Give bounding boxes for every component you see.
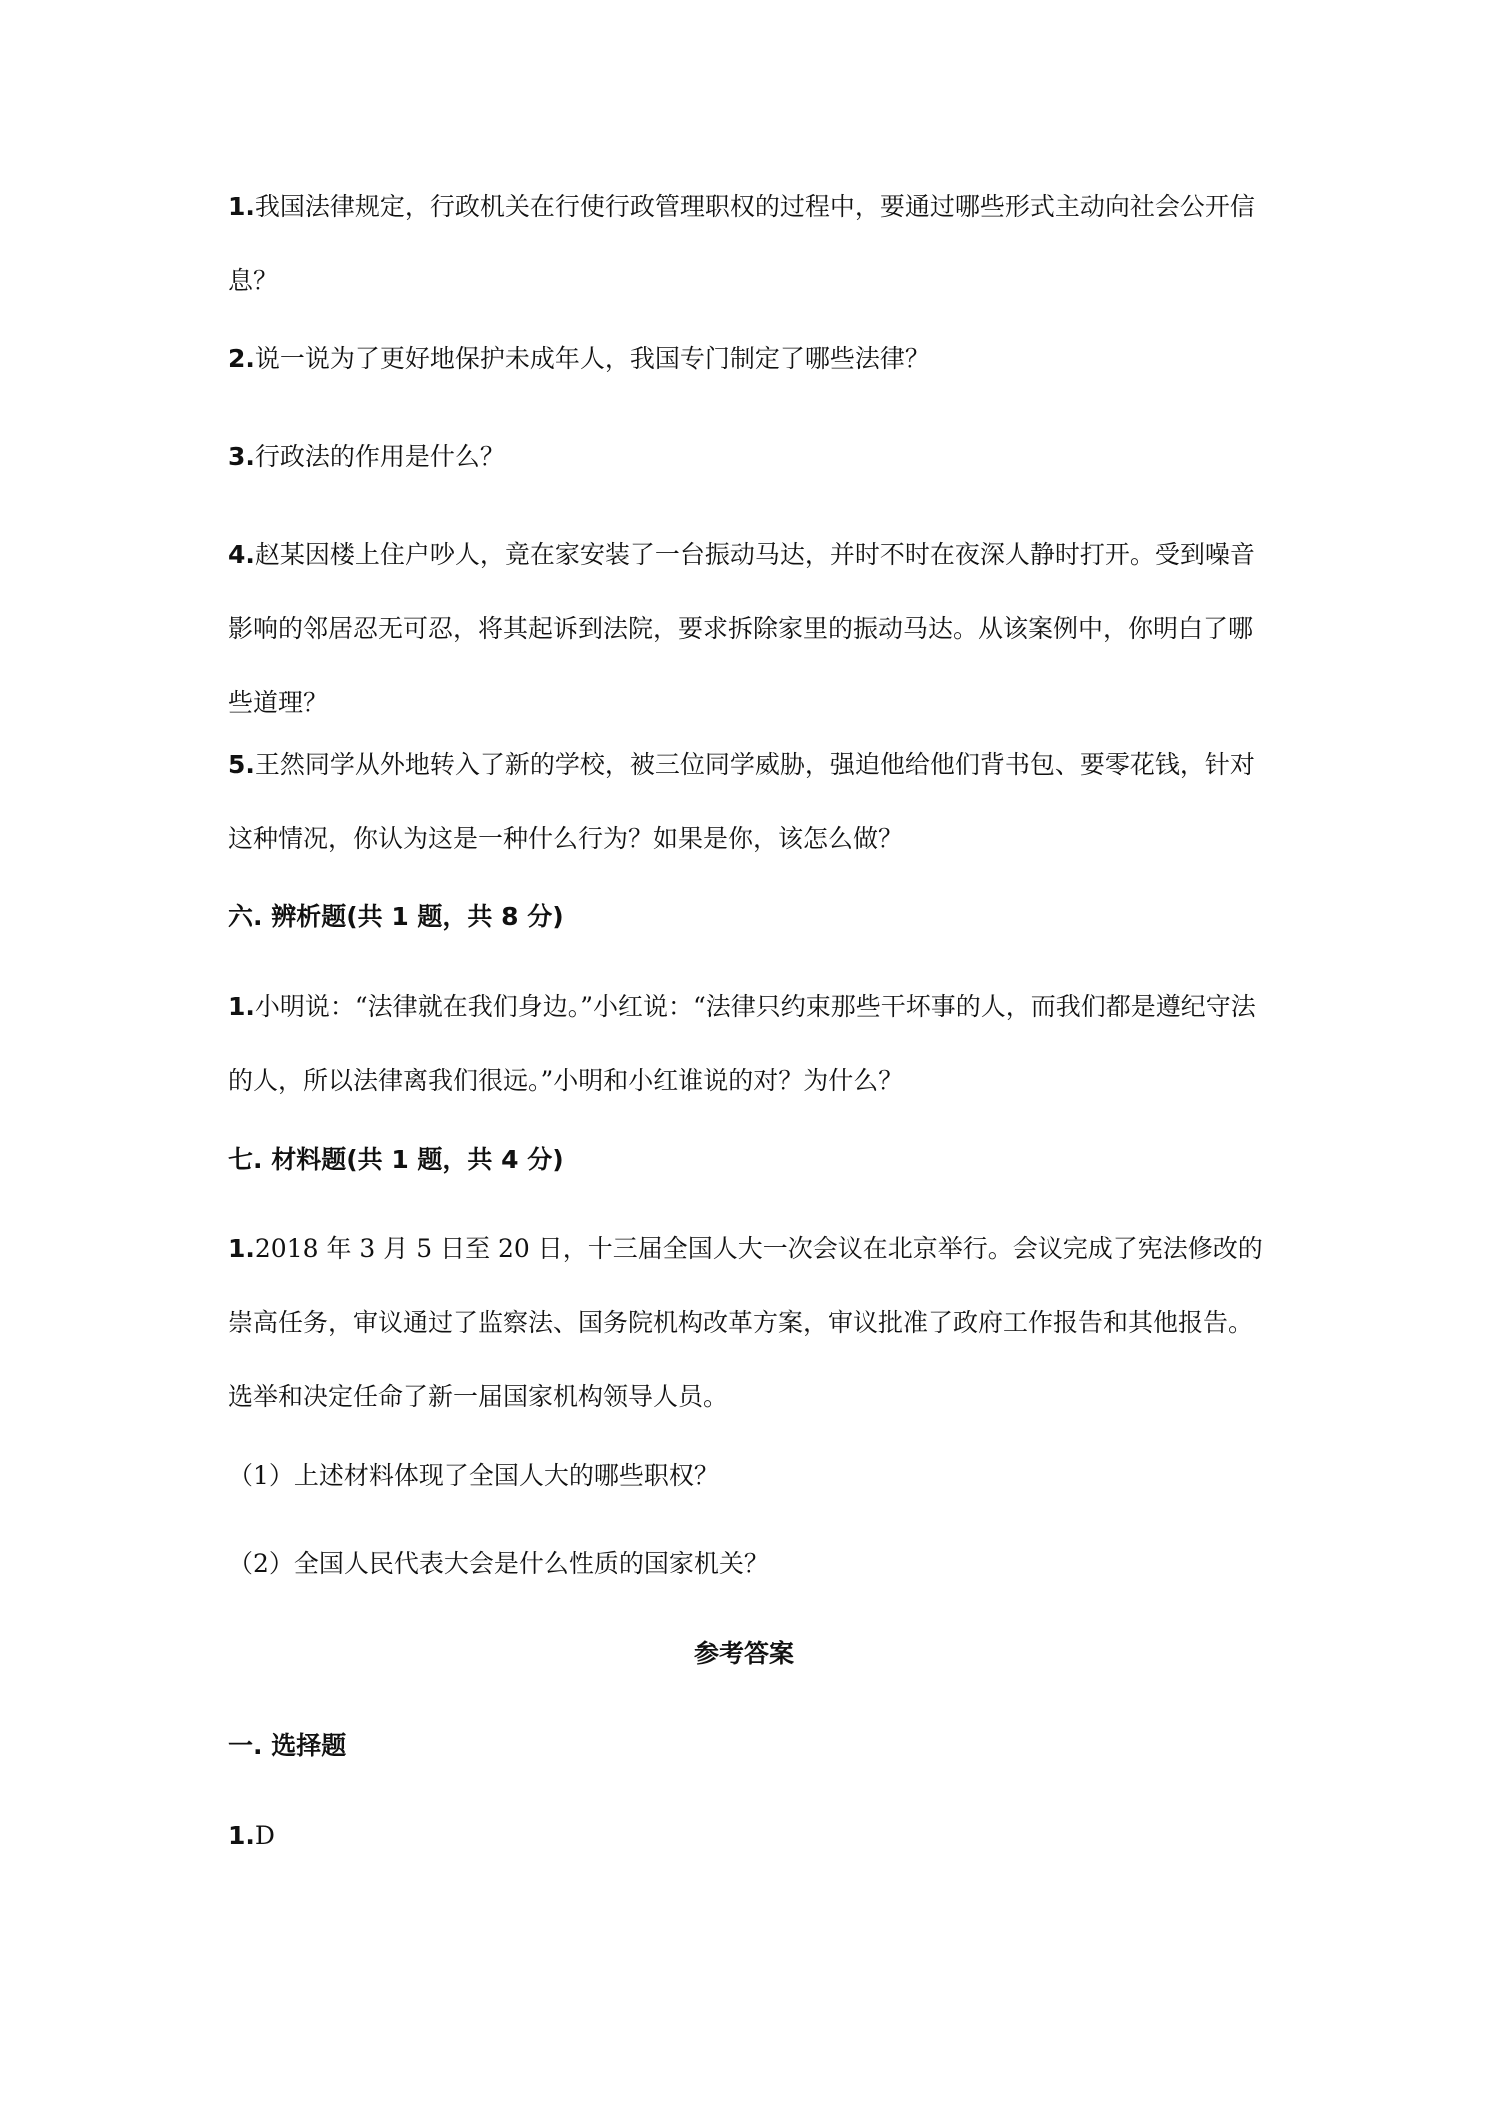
question-text: 王然同学从外地转入了新的学校，被三位同学威胁，强迫他给他们背书包、要零花钱，针对这种情况，你认为这是一种什么行为？如果是你，该怎么做？ xyxy=(228,750,1255,853)
answer-text: D xyxy=(254,1821,275,1850)
answer-number: 1. xyxy=(228,1821,255,1850)
question-text: 2018 年 3 月 5 日至 20 日，十三届全国人大一次会议在北京举行。会议完成了宪法修改的崇高任务，审议通过了监察法、国务院机构改革方案，审议批准了政府工作报告和其他报告。选举和决定任命了新一届国家机构领导人员。 xyxy=(228,1234,1263,1411)
question-text: 小明说：“法律就在我们身边。”小红说：“法律只约束那些干坏事的人，而我们都是遵纪守法的人，所以法律离我们很远。”小明和小红谁说的对？为什么？ xyxy=(228,992,1256,1095)
question-text: 行政法的作用是什么？ xyxy=(254,442,505,471)
answer-1 xyxy=(228,1816,1268,1856)
question-number: 3. xyxy=(228,442,255,471)
question-5 xyxy=(228,728,1268,876)
question-text: 我国法律规定，行政机关在行使行政管理职权的过程中，要通过哪些形式主动向社会公开信息？ xyxy=(228,192,1255,295)
section-7-heading: 七. 材料题(共 1 题，共 4 分) xyxy=(228,1145,564,1174)
question-number: 4. xyxy=(228,540,255,569)
question-number: 1. xyxy=(228,1234,255,1263)
question-3 xyxy=(228,420,1268,494)
sub-question-1: （1）上述材料体现了全国人大的哪些职权？ xyxy=(228,1461,719,1490)
section-7-question-1 xyxy=(228,1212,1268,1434)
question-text: 赵某因楼上住户吵人，竟在家安装了一台振动马达，并时不时在夜深人静时打开。受到噪音影响的邻居忍无可忍，将其起诉到法院，要求拆除家里的振动马达。从该案例中，你明白了哪些道理？ xyxy=(228,540,1255,717)
question-text: 说一说为了更好地保护未成年人，我国专门制定了哪些法律？ xyxy=(254,344,930,373)
question-number: 1. xyxy=(228,192,255,221)
question-number: 5. xyxy=(228,750,255,779)
question-2 xyxy=(228,322,1268,396)
section-6-heading: 六. 辨析题(共 1 题，共 8 分) xyxy=(228,902,564,931)
answers-title: 参考答案 xyxy=(693,1639,794,1668)
question-4 xyxy=(228,518,1268,740)
sub-question-2: （2）全国人民代表大会是什么性质的国家机关？ xyxy=(228,1549,769,1578)
section-6-question-1 xyxy=(228,970,1268,1118)
question-1 xyxy=(228,170,1268,318)
question-number: 1. xyxy=(228,992,255,1021)
answers-section-1-heading: 一. 选择题 xyxy=(228,1731,347,1760)
question-number: 2. xyxy=(228,344,255,373)
